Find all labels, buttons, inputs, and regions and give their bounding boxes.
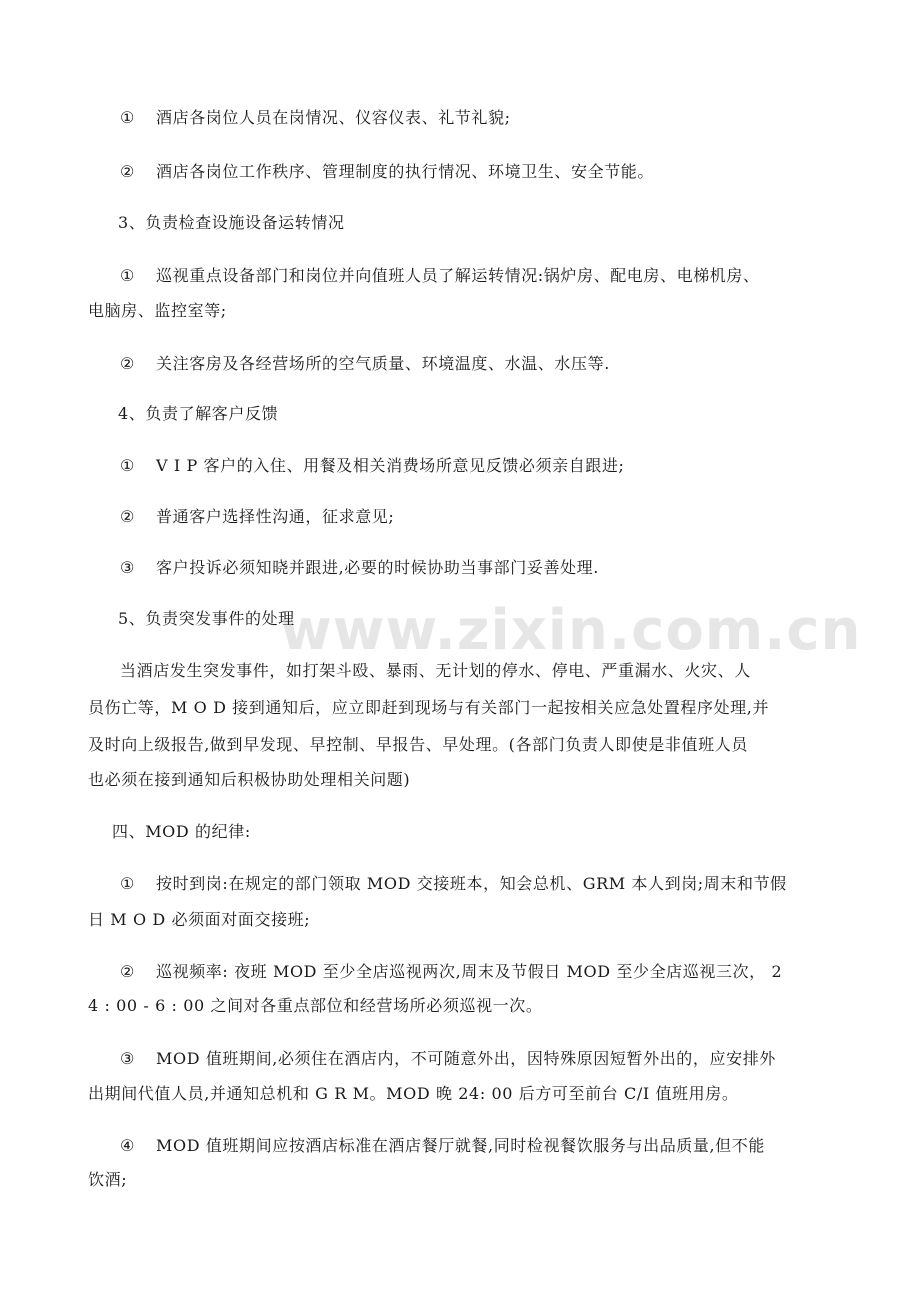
list-item [120,456,920,476]
list-item-continuation: 日 M O D 必须面对面交接班; [88,910,311,929]
list-item [120,266,920,286]
list-item-continuation: 出期间代值人员,并通知总机和 G R M。MOD 晚 24: 00 后方可至前台 C/I 值班用房。 [88,1084,739,1103]
list-item-text: 酒店各岗位工作秩序、管理制度的执行情况、环境卫生、安全节能。 [156,162,655,181]
list-marker: ② [120,162,135,181]
section-heading: 3、负责检查设施设备运转情况 [118,213,345,232]
watermark: www.zixin.com.cn [280,598,862,663]
list-marker: ③ [120,1049,135,1068]
paragraph-line: 及时向上级报告,做到早发现、早控制、早报告、早处理。(各部门负责人即使是非值班人员 [88,735,748,754]
list-marker: ② [120,962,135,981]
list-marker: ② [120,354,135,373]
list-item-continuation: 电脑房、监控室等; [88,301,227,320]
list-item [120,507,920,527]
list-item-text: 按时到岗:在规定的部门领取 MOD 交接班本，知会总机、GRM 本人到岗;周末和节假 [156,874,787,893]
list-item [120,162,920,182]
list-item [120,1136,920,1156]
list-item-text: 酒店各岗位人员在岗情况、仪容仪表、礼节礼貌; [156,108,511,127]
paragraph-line: 员伤亡等，M O D 接到通知后，应立即赶到现场与有关部门一起按相关应急处置程序处理,并 [88,698,770,717]
list-item [120,108,920,128]
list-marker: ① [120,874,135,893]
list-marker: ② [120,507,135,526]
paragraph-line: 当酒店发生突发事件，如打架斗殴、暴雨、无计划的停水、停电、严重漏水、火灾、人 [120,661,751,680]
section-heading: 5、负责突发事件的处理 [118,609,295,628]
list-item-text: 客户投诉必须知晓并跟进,必要的时候协助当事部门妥善处理. [156,558,599,577]
list-item-text: 普通客户选择性沟通，征求意见; [156,507,395,526]
list-marker: ① [120,456,135,475]
list-item [120,558,920,578]
list-item-text: MOD 值班期间,必须住在酒店内，不可随意外出，因特殊原因短暂外出的，应安排外 [156,1049,776,1068]
list-marker: ① [120,108,135,127]
list-item [120,874,920,894]
list-item-text: 巡视频率: 夜班 MOD 至少全店巡视两次,周末及节假日 MOD 至少全店巡视三次， 2 [156,962,783,981]
list-item [120,354,920,374]
list-item-text: 关注客房及各经营场所的空气质量、环境温度、水温、水压等. [156,354,610,373]
list-item [120,1049,920,1069]
list-item [120,962,920,982]
list-item-text: MOD 值班期间应按酒店标准在酒店餐厅就餐,同时检视餐饮服务与出品质量,但不能 [156,1136,765,1155]
section-heading: 四、MOD 的纪律: [112,822,251,841]
list-marker: ① [120,266,135,285]
list-item-text: V I P 客户的入住、用餐及相关消费场所意见反馈必须亲自跟进; [156,456,625,475]
list-item-continuation: 4 : 00 - 6 : 00 之间对各重点部位和经营场所必须巡视一次。 [88,996,543,1015]
section-heading: 4、负责了解客户反馈 [118,404,279,423]
list-item-text: 巡视重点设备部门和岗位并向值班人员了解运转情况:锅炉房、配电房、电梯机房、 [156,266,760,285]
list-marker: ④ [120,1136,135,1155]
list-item-continuation: 饮酒; [88,1170,128,1189]
paragraph-line: 也必须在接到通知后积极协助处理相关问题) [88,770,411,789]
list-marker: ③ [120,558,135,577]
